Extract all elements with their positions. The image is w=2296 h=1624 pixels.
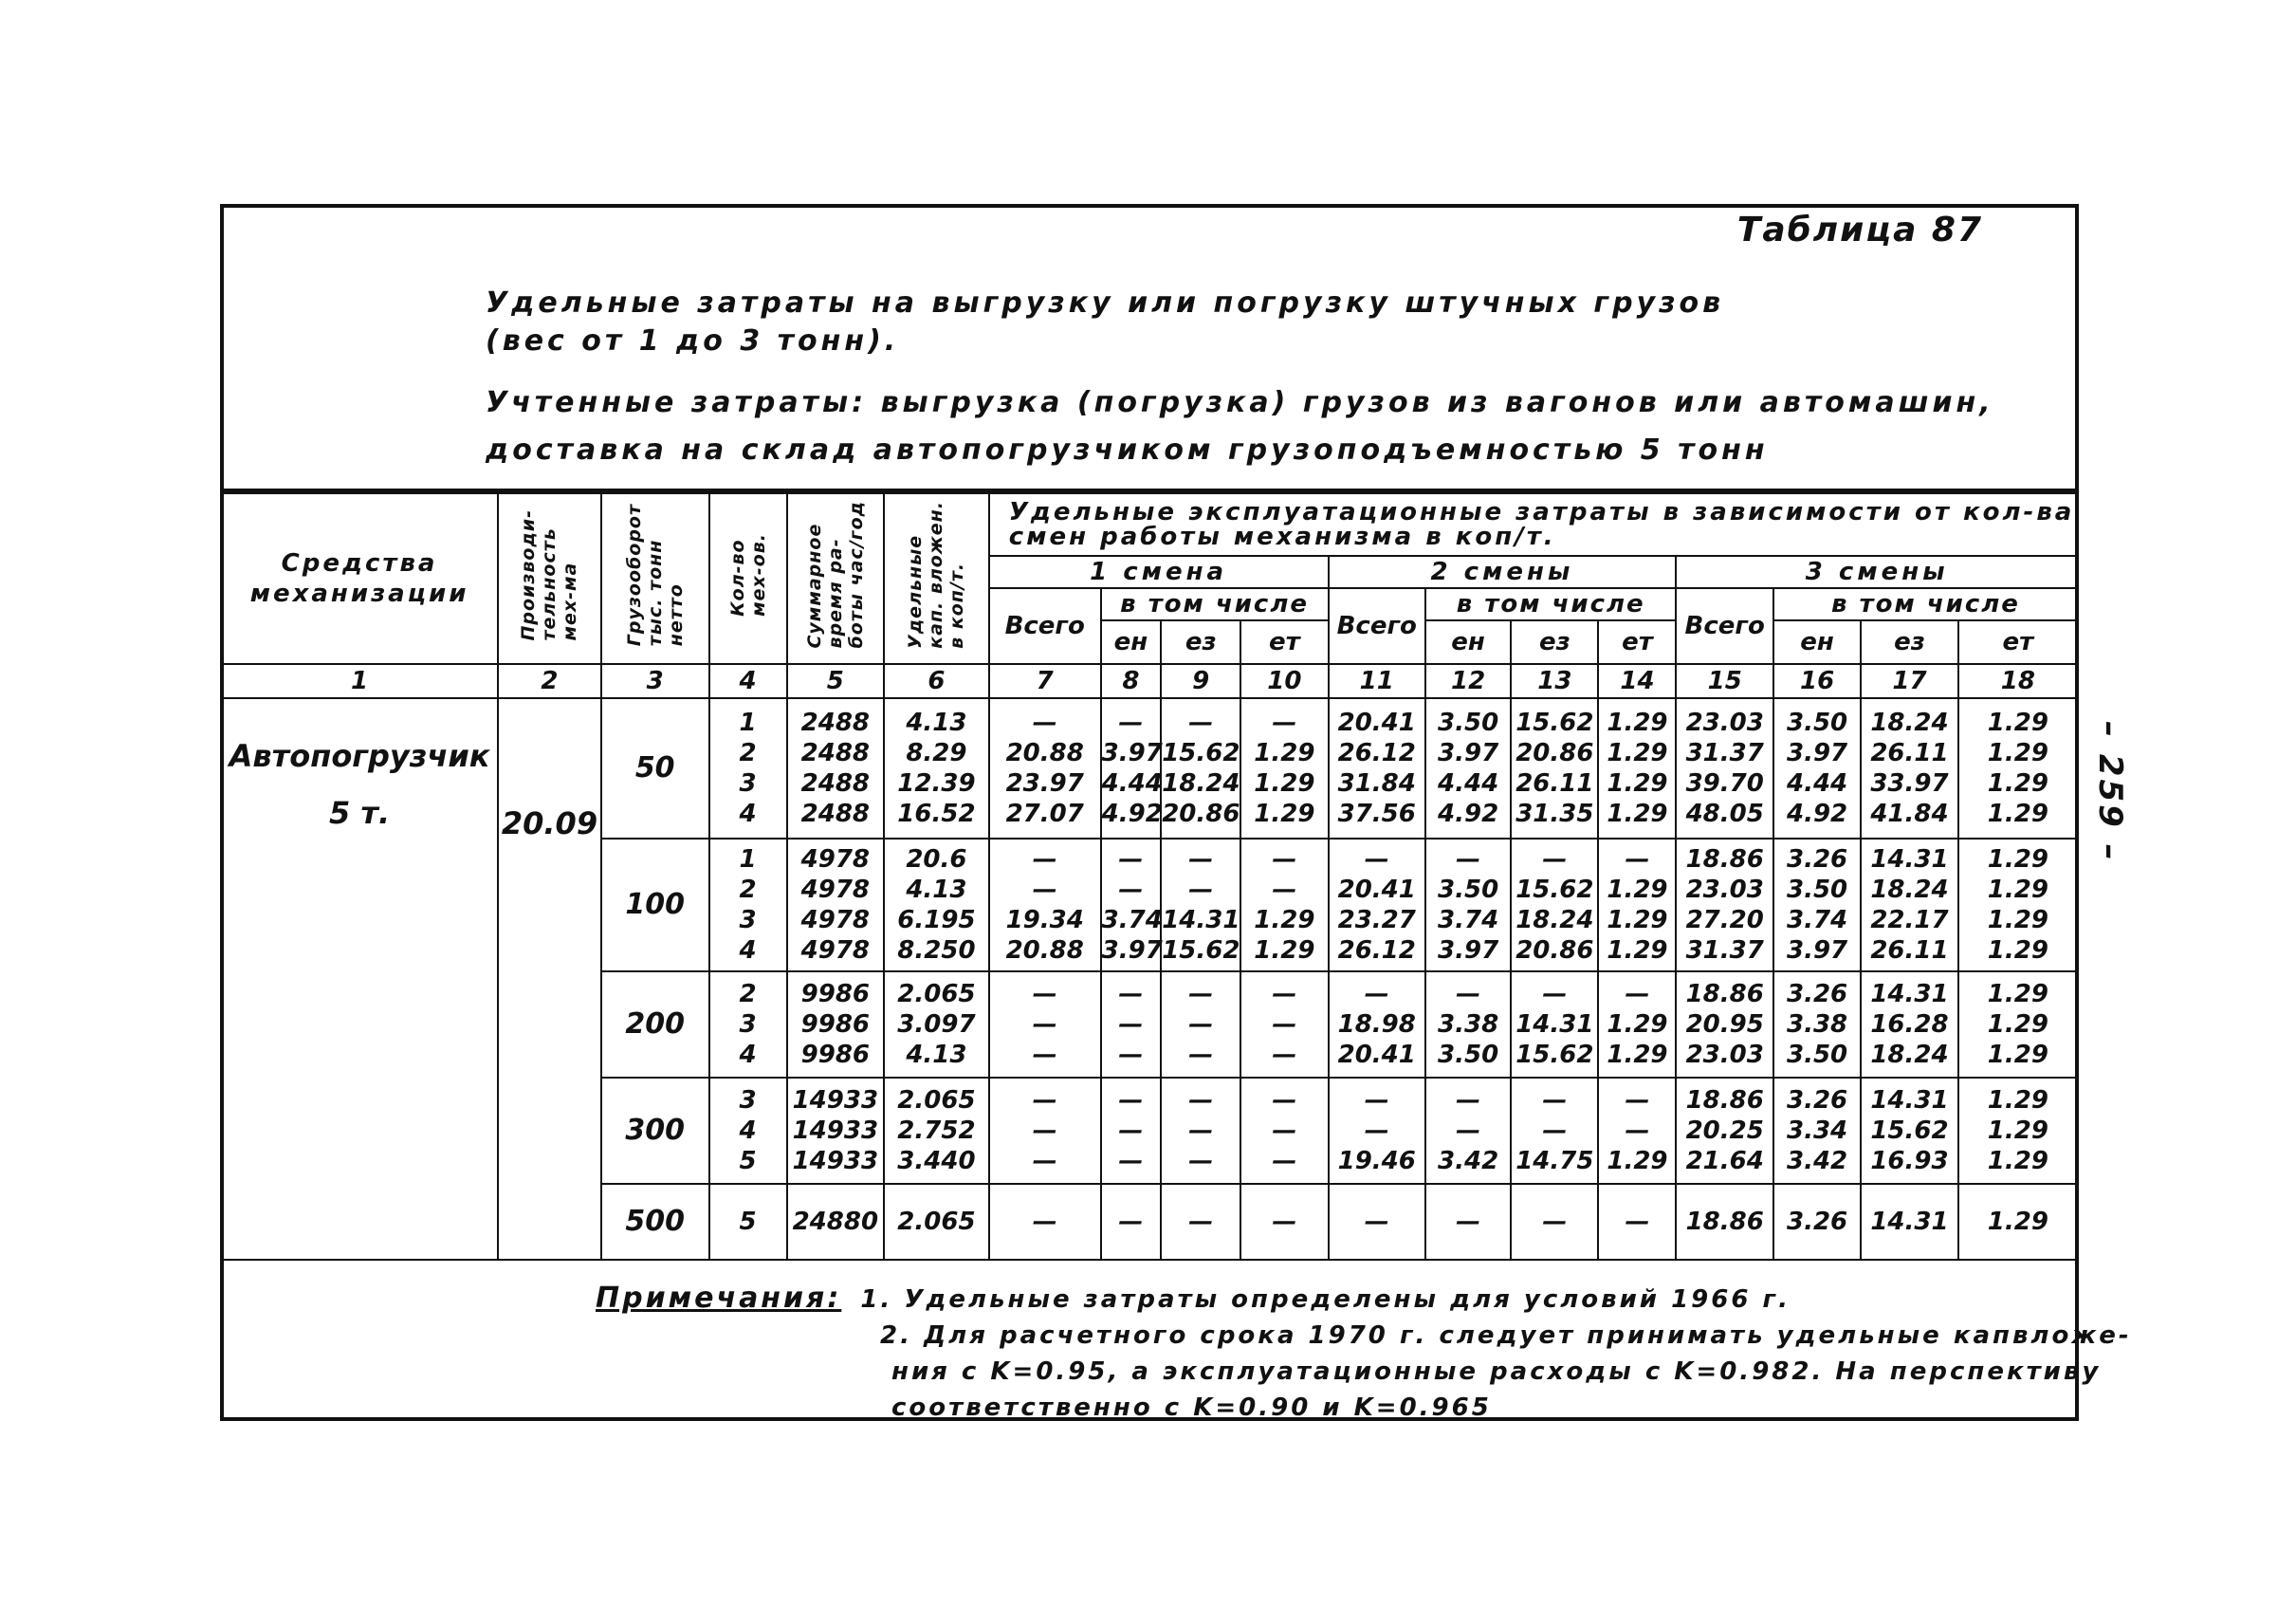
s3-ez: 14.31 16.28 18.24 [1861,971,1958,1078]
s3-et: 1.29 1.29 1.29 1.29 [1958,698,2078,839]
header-incl-2: в том числе [1425,588,1676,620]
s2-ez: — [1511,1184,1598,1260]
s2-ez: — 15.62 18.24 20.86 [1511,839,1598,971]
s3-ez: 14.31 15.62 16.93 [1861,1078,1958,1184]
s3-et: 1.29 [1958,1184,2078,1260]
s3-en: 3.26 [1773,1184,1861,1260]
s2-total: — 20.41 23.27 26.12 [1329,839,1426,971]
count-values: 1 2 3 4 [709,839,787,971]
colnum-5: 5 [787,664,885,698]
s3-et: 1.29 1.29 1.29 [1958,971,2078,1078]
title-line-1: Удельные затраты на выгрузку или погрузку штучных грузов [486,286,1725,320]
header-total-3: Всего [1676,588,1773,664]
accounted-costs [486,379,1994,474]
count-values: 5 [709,1184,787,1260]
s2-total: — — 19.46 [1329,1078,1426,1184]
s2-en: — 3.38 3.50 [1425,971,1511,1078]
header-en-3: eн [1773,620,1861,664]
header-shift-3: 3 смены [1676,556,2078,588]
colnum-10: 10 [1240,664,1328,698]
turnover-value: 50 [601,698,709,839]
colnum-1: 1 [221,664,498,698]
s1-en: — [1101,1184,1162,1260]
accounted-line-1: Учтенные затраты: выгрузка (погрузка) грузов из вагонов или автомашин, [486,386,1994,419]
colnum-13: 13 [1511,664,1598,698]
productivity-value: 20.09 [498,698,601,1260]
table-number: Таблица 87 [1736,211,1983,249]
turnover-value: 100 [601,839,709,971]
s1-ez: — — — [1161,1078,1240,1184]
header-en-2: eн [1425,620,1511,664]
count-values: 3 4 5 [709,1078,787,1184]
s1-total: — — — [989,1078,1101,1184]
s1-ez: — — 14.31 15.62 [1161,839,1240,971]
s1-ez: — [1161,1184,1240,1260]
capital-values: 2.065 [884,1184,989,1260]
count-values: 1 2 3 4 [709,698,787,839]
s1-en: — 3.97 4.44 4.92 [1101,698,1162,839]
colnum-3: 3 [601,664,709,698]
s3-en: 3.26 3.38 3.50 [1773,971,1861,1078]
header-et-2: eт [1598,620,1676,664]
header-incl-3: в том числе [1773,588,2078,620]
header-ez-2: eз [1511,620,1598,664]
colnum-4: 4 [709,664,787,698]
s1-total: — [989,1184,1101,1260]
s2-total: 20.41 26.12 31.84 37.56 [1329,698,1426,839]
turnover-value: 500 [601,1184,709,1260]
notes [596,1281,2132,1426]
time-values: 4978 4978 4978 4978 [787,839,885,971]
colnum-8: 8 [1101,664,1162,698]
s2-total: — 18.98 20.41 [1329,971,1426,1078]
colnum-7: 7 [989,664,1101,698]
s1-et: — — 1.29 1.29 [1240,839,1328,971]
note-2b: ния с K=0.95, а эксплуатационные расходы с K=0.982. На перспективу [891,1357,2102,1386]
notes-label: Примечания: [596,1282,842,1315]
header-capital: Удельные кап. вложен. в коп/т. [884,493,989,664]
table-row [221,698,2078,839]
colnum-17: 17 [1861,664,1958,698]
s1-en: — — 3.74 3.97 [1101,839,1162,971]
s2-et: 1.29 1.29 1.29 1.29 [1598,698,1676,839]
s1-en: — — — [1101,971,1162,1078]
s2-en: — 3.50 3.74 3.97 [1425,839,1511,971]
s3-total: 18.86 [1676,1184,1773,1260]
capital-values: 2.065 2.752 3.440 [884,1078,989,1184]
s2-en: — [1425,1184,1511,1260]
header-shift-2: 2 смены [1329,556,1677,588]
header-productivity: Производи- тельность мех-ма [498,493,601,664]
header-time: Суммарное время ра- боты час/год [787,493,885,664]
s3-et: 1.29 1.29 1.29 1.29 [1958,839,2078,971]
header-count: Кол-во мех-ов. [709,493,787,664]
colnum-14: 14 [1598,664,1676,698]
note-2c: соответственно с K=0.90 и K=0.965 [891,1393,1492,1422]
turnover-value: 200 [601,971,709,1078]
accounted-line-2: доставка на склад автопогрузчиком грузоподъемностью 5 тонн [486,434,1769,467]
header-shift-1: 1 смена [989,556,1329,588]
s2-ez: — — 14.75 [1511,1078,1598,1184]
s2-en: — — 3.42 [1425,1078,1511,1184]
s2-en: 3.50 3.97 4.44 4.92 [1425,698,1511,839]
header-total-2: Всего [1329,588,1426,664]
s1-total: — — — [989,971,1101,1078]
note-1: 1. Удельные затраты определены для условий 1966 г. [860,1285,1791,1314]
s1-en: — — — [1101,1078,1162,1184]
s3-ez: 18.24 26.11 33.97 41.84 [1861,698,1958,839]
s3-ez: 14.31 [1861,1184,1958,1260]
s3-ez: 14.31 18.24 22.17 26.11 [1861,839,1958,971]
s2-total: — [1329,1184,1426,1260]
s2-et: — [1598,1184,1676,1260]
s1-et: — 1.29 1.29 1.29 [1240,698,1328,839]
s3-total: 18.86 23.03 27.20 31.37 [1676,839,1773,971]
header-ez-3: eз [1861,620,1958,664]
s1-total: — 20.88 23.97 27.07 [989,698,1101,839]
s1-et: — — — [1240,971,1328,1078]
s2-ez: 15.62 20.86 26.11 31.35 [1511,698,1598,839]
s2-et: — — 1.29 [1598,1078,1676,1184]
colnum-18: 18 [1958,664,2078,698]
s2-et: — 1.29 1.29 [1598,971,1676,1078]
time-values: 14933 14933 14933 [787,1078,885,1184]
s3-en: 3.50 3.97 4.44 4.92 [1773,698,1861,839]
header-operating: Удельные эксплуатационные затраты в зависимости от кол-ва смен работы механизма в коп/т. [989,493,2078,556]
colnum-2: 2 [498,664,601,698]
s2-ez: — 14.31 15.62 [1511,971,1598,1078]
s1-et: — — — [1240,1078,1328,1184]
header-et-3: eт [1958,620,2078,664]
s3-total: 23.03 31.37 39.70 48.05 [1676,698,1773,839]
note-2a: 2. Для расчетного срока 1970 г. следует принимать удельные капвложе- [880,1321,2132,1350]
time-values: 2488 2488 2488 2488 [787,698,885,839]
time-values: 24880 [787,1184,885,1260]
capital-values: 4.13 8.29 12.39 16.52 [884,698,989,839]
capital-values: 2.065 3.097 4.13 [884,971,989,1078]
s3-et: 1.29 1.29 1.29 [1958,1078,2078,1184]
count-values: 2 3 4 [709,971,787,1078]
header-turnover: Грузооборот тыс. тонн нетто [601,493,709,664]
s3-en: 3.26 3.34 3.42 [1773,1078,1861,1184]
colnum-15: 15 [1676,664,1773,698]
page-number: – 259 – [2091,721,2129,863]
turnover-value: 300 [601,1078,709,1184]
time-values: 9986 9986 9986 [787,971,885,1078]
colnum-6: 6 [884,664,989,698]
means-name: Автопогрузчик 5 т. [221,698,498,1260]
colnum-11: 11 [1329,664,1426,698]
s3-en: 3.26 3.50 3.74 3.97 [1773,839,1861,971]
colnum-12: 12 [1425,664,1511,698]
capital-values: 20.6 4.13 6.195 8.250 [884,839,989,971]
header-means: Средства механизации [221,493,498,664]
header-total-1: Всего [989,588,1101,664]
header-incl-1: в том числе [1101,588,1329,620]
table-title [486,285,1724,360]
colnum-16: 16 [1773,664,1861,698]
header-et-1: eт [1240,620,1328,664]
s3-total: 18.86 20.95 23.03 [1676,971,1773,1078]
s1-total: — — 19.34 20.88 [989,839,1101,971]
s1-et: — [1240,1184,1328,1260]
cost-table [220,492,2079,1261]
colnum-9: 9 [1161,664,1240,698]
header-en-1: eн [1101,620,1162,664]
title-line-2: (вес от 1 до 3 тонн). [486,324,900,358]
header-ez-1: eз [1161,620,1240,664]
s1-ez: — — — [1161,971,1240,1078]
s1-ez: — 15.62 18.24 20.86 [1161,698,1240,839]
s2-et: — 1.29 1.29 1.29 [1598,839,1676,971]
s3-total: 18.86 20.25 21.64 [1676,1078,1773,1184]
